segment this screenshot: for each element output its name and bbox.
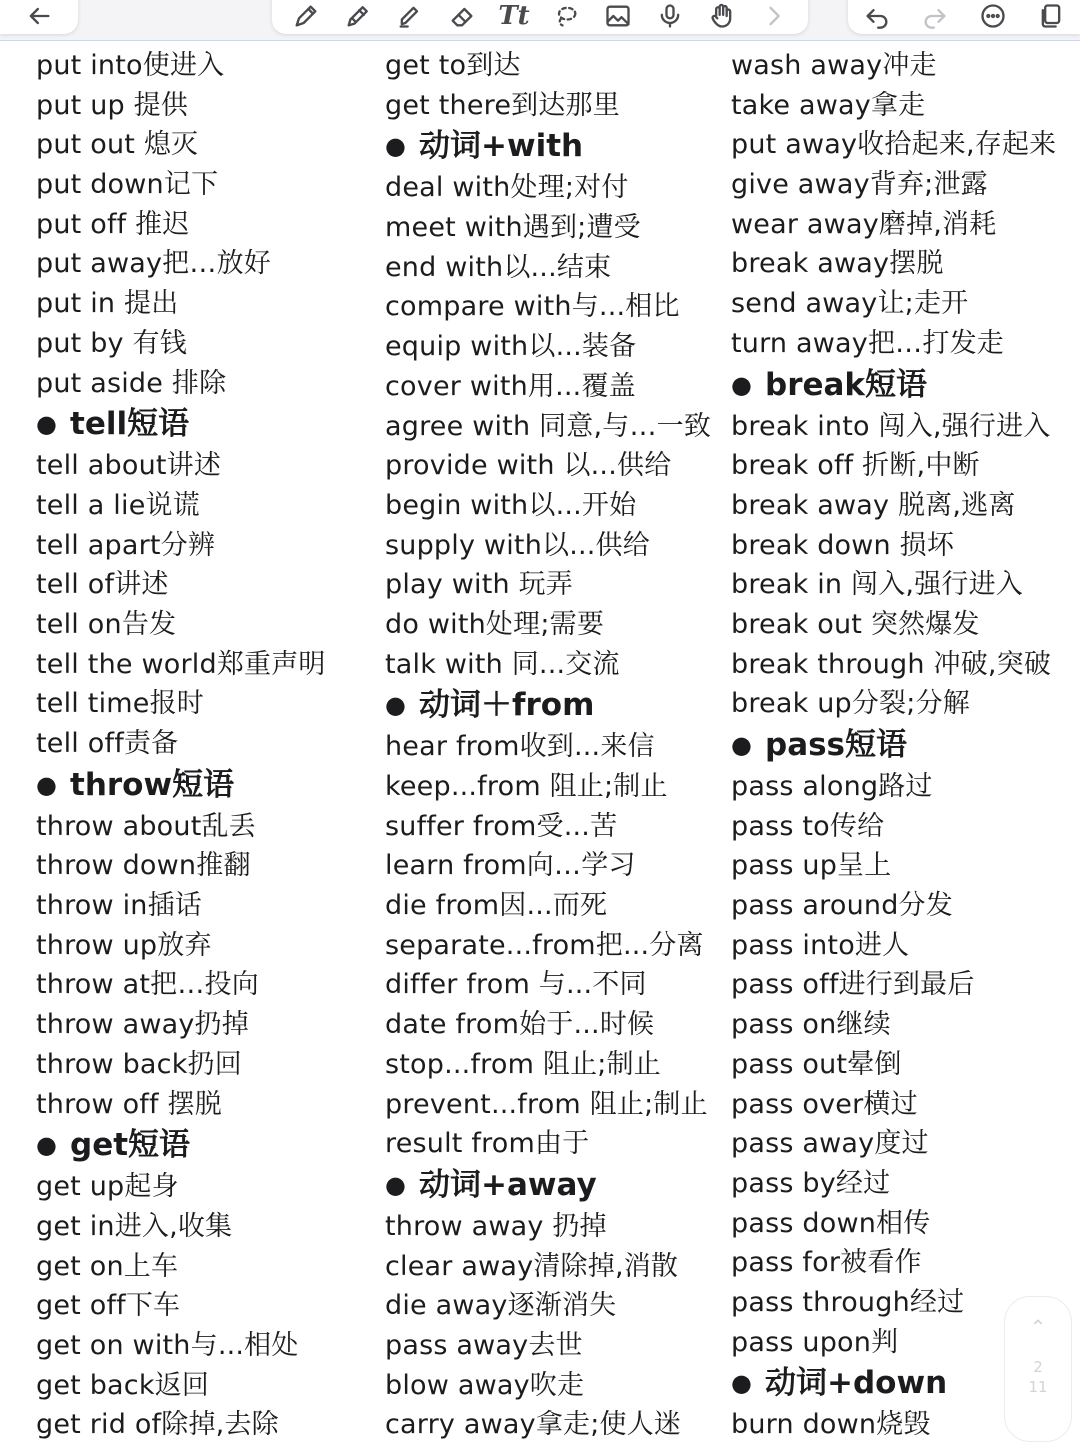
phrase-line: throw down推翻	[36, 850, 251, 882]
phrase-line: put up 提供	[36, 89, 189, 121]
phrase-line: put out 熄灭	[36, 129, 199, 161]
microphone-icon[interactable]	[653, 1, 687, 31]
phrase-line: turn away把…打发走	[731, 327, 1004, 359]
section-heading	[36, 764, 376, 807]
heading-text: 动词+with	[419, 128, 584, 165]
section-heading	[385, 125, 725, 168]
phrase-line: pass through经过	[731, 1286, 965, 1318]
phrase-line: get rid of除掉,去除	[36, 1409, 279, 1440]
phrase-line: pass into进人	[731, 929, 910, 961]
phrase-line: learn from向…学习	[385, 850, 636, 882]
back-arrow-icon[interactable]	[22, 1, 56, 31]
bullet-icon: ●	[731, 731, 752, 759]
bullet-icon: ●	[385, 691, 406, 720]
pen-icon[interactable]	[289, 1, 323, 31]
toolbar-left-group	[0, 0, 78, 34]
phrase-line: pass out晕倒	[731, 1048, 902, 1080]
phrase-line: throw away扔掉	[36, 1009, 249, 1041]
phrase-line: break up分裂;分解	[731, 688, 970, 720]
image-icon[interactable]	[601, 1, 635, 31]
heading-text: break短语	[765, 366, 928, 403]
phrase-line: tell the world郑重声明	[36, 648, 326, 680]
bullet-icon: ●	[385, 1170, 406, 1199]
phrase-line: throw about乱丢	[36, 810, 256, 842]
phrase-line: tell a lie说谎	[36, 489, 200, 521]
phrase-line: separate...from把...分离	[385, 929, 704, 961]
phrase-line: break through 冲破,突破	[731, 648, 1052, 680]
phrase-line: throw up放弃	[36, 929, 212, 961]
phrase-line: stop...from 阻止;制止	[385, 1048, 661, 1080]
phrase-line: pass up呈上	[731, 850, 892, 882]
phrase-line: break off 折断,中断	[731, 450, 980, 482]
phrase-line: pass around分发	[731, 890, 953, 922]
heading-text: 动词+down	[765, 1365, 948, 1402]
phrase-line: break away 脱离,逃离	[731, 489, 1016, 521]
phrase-line: put away收拾起来,存起来	[731, 129, 1057, 161]
phrase-line: break away摆脱	[731, 248, 944, 280]
phrase-line: throw in插话	[36, 890, 203, 922]
phrase-line: equip with以...装备	[385, 331, 637, 363]
phrase-line: throw back扔回	[36, 1048, 242, 1080]
phrase-line: wear away磨掉,消耗	[731, 208, 997, 240]
phrase-line: date from始于...时候	[385, 1009, 655, 1041]
phrase-line: get back返回	[36, 1369, 210, 1401]
phrase-line: supply with以...供给	[385, 529, 650, 561]
bullet-icon: ●	[36, 410, 57, 439]
text-tool-icon[interactable]: Tt	[498, 1, 530, 31]
column-1	[36, 46, 376, 1440]
phrase-line: tell of讲述	[36, 569, 169, 601]
phrase-line: pass away去世	[385, 1329, 583, 1361]
phrase-line: suffer from受...苦	[385, 810, 618, 842]
phrase-line: break into 闯入,强行进入	[731, 410, 1051, 442]
redo-icon[interactable]	[918, 1, 952, 31]
phrase-line: hear from收到...来信	[385, 731, 655, 763]
more-icon[interactable]	[976, 1, 1010, 31]
phrase-line: talk with 同...交流	[385, 648, 620, 680]
phrase-line: tell about讲述	[36, 450, 222, 482]
phrase-line: pass upon判	[731, 1326, 899, 1358]
phrase-line: wash away冲走	[731, 50, 937, 81]
phrase-line: burn down烧毁	[731, 1409, 931, 1440]
heading-text: get短语	[70, 1127, 191, 1164]
bullet-icon: ●	[731, 1369, 752, 1398]
phrase-line: break down 损坏	[731, 529, 955, 561]
phrase-line: get on上车	[36, 1250, 179, 1282]
heading-text: 动词＋from	[419, 687, 595, 724]
bullet-icon: ●	[36, 770, 57, 799]
phrase-line: tell apart分辨	[36, 529, 216, 561]
toolbar-tools-group	[272, 0, 808, 34]
phrase-line: put down记下	[36, 169, 219, 201]
phrase-line: send away让;走开	[731, 288, 969, 320]
phrase-line: pass off进行到最后	[731, 969, 975, 1001]
phrase-line: die away逐渐消失	[385, 1290, 617, 1322]
total-pages: 11	[1028, 1378, 1048, 1396]
phrase-line: provide with 以...供给	[385, 450, 672, 482]
phrase-line: differ from 与...不同	[385, 969, 647, 1001]
eraser-icon[interactable]	[445, 1, 479, 31]
phrase-line: pass by经过	[731, 1167, 891, 1199]
phrase-line: put by 有钱	[36, 327, 187, 359]
phrase-line: clear away清除掉,消散	[385, 1250, 679, 1282]
phrase-line: keep...from 阻止;制止	[385, 771, 668, 802]
phrase-line: throw off 摆脱	[36, 1088, 222, 1120]
phrase-line: tell on告发	[36, 608, 177, 640]
phrase-line: result from由于	[385, 1128, 590, 1160]
phrase-line: tell off责备	[36, 728, 179, 759]
chevron-right-icon[interactable]	[757, 1, 791, 31]
phrase-line: die from因...而死	[385, 890, 608, 922]
lasso-icon[interactable]	[549, 1, 583, 31]
toolbar-right-group	[848, 0, 1080, 34]
phrase-line: put away把…放好	[36, 248, 271, 280]
phrase-line: deal with处理;对付	[385, 172, 629, 204]
phrase-line: pass away度过	[731, 1128, 929, 1160]
phrase-line: agree with 同意,与…一致	[385, 410, 712, 442]
phrase-line: pass down相传	[731, 1207, 931, 1239]
phrase-line: pass to传给	[731, 810, 885, 842]
column-2	[385, 46, 725, 1440]
phrase-line: give away背弃;泄露	[731, 169, 988, 201]
chevron-up-icon[interactable]: ⌃	[1029, 1315, 1047, 1339]
phrase-line: put off 推迟	[36, 208, 190, 240]
note-page[interactable]	[0, 46, 1080, 1440]
phrase-line: pass for被看作	[731, 1247, 922, 1279]
phrase-line: put into使进入	[36, 50, 225, 81]
bullet-icon: ●	[36, 1131, 57, 1160]
phrase-line: throw at把…投向	[36, 969, 259, 1001]
phrase-line: get there到达那里	[385, 89, 620, 121]
pages-icon[interactable]	[1034, 1, 1068, 31]
bullet-icon: ●	[385, 132, 406, 161]
phrase-line: break out 突然爆发	[731, 608, 980, 640]
phrase-line: begin with以...开始	[385, 489, 637, 521]
phrase-line: put aside 排除	[36, 367, 227, 399]
section-heading	[385, 684, 725, 727]
phrase-line: prevent...from 阻止;制止	[385, 1088, 708, 1120]
section-heading	[385, 1164, 725, 1207]
phrase-line: do with处理;需要	[385, 608, 605, 640]
column-3	[731, 46, 1076, 1440]
phrase-line: end with以...结束	[385, 251, 612, 283]
heading-text: pass短语	[765, 727, 908, 763]
bullet-icon: ●	[731, 370, 752, 399]
section-heading	[36, 1124, 376, 1167]
phrase-line: get off下车	[36, 1290, 181, 1322]
phrase-line: pass over横过	[731, 1088, 918, 1120]
phrase-line: take away拿走	[731, 89, 926, 121]
highlighter-icon[interactable]	[393, 1, 427, 31]
heading-text: throw短语	[70, 766, 235, 803]
phrase-line: get to到达	[385, 50, 521, 81]
phrase-line: blow away吹走	[385, 1369, 585, 1401]
phrase-line: get in进入,收集	[36, 1210, 233, 1242]
phrase-line: carry away拿走;使人迷	[385, 1409, 682, 1440]
heading-text: 动词+away	[419, 1166, 597, 1203]
section-heading	[731, 724, 1076, 767]
phrase-line: compare with与...相比	[385, 291, 680, 323]
current-page: 2	[1033, 1358, 1043, 1376]
undo-icon[interactable]	[860, 1, 894, 31]
phrase-line: put in 提出	[36, 288, 179, 320]
hand-icon[interactable]	[705, 1, 739, 31]
pencil-icon[interactable]	[341, 1, 375, 31]
phrase-line: cover with用...覆盖	[385, 370, 636, 402]
phrase-line: throw away 扔掉	[385, 1210, 607, 1242]
phrase-line: meet with遇到;遭受	[385, 212, 641, 244]
section-heading	[731, 364, 1076, 407]
phrase-line: get up起身	[36, 1171, 179, 1203]
phrase-line: tell time报时	[36, 688, 204, 720]
phrase-line: break in 闯入,强行进入	[731, 569, 1023, 601]
phrase-line: get on with与...相处	[36, 1329, 299, 1361]
page-scroller[interactable]	[1004, 1296, 1072, 1442]
phrase-line: play with 玩弄	[385, 569, 574, 601]
heading-text: tell短语	[70, 406, 190, 443]
top-toolbar	[0, 0, 1080, 41]
phrase-line: pass along路过	[731, 771, 933, 802]
phrase-line: pass on继续	[731, 1009, 891, 1041]
section-heading	[36, 403, 376, 446]
